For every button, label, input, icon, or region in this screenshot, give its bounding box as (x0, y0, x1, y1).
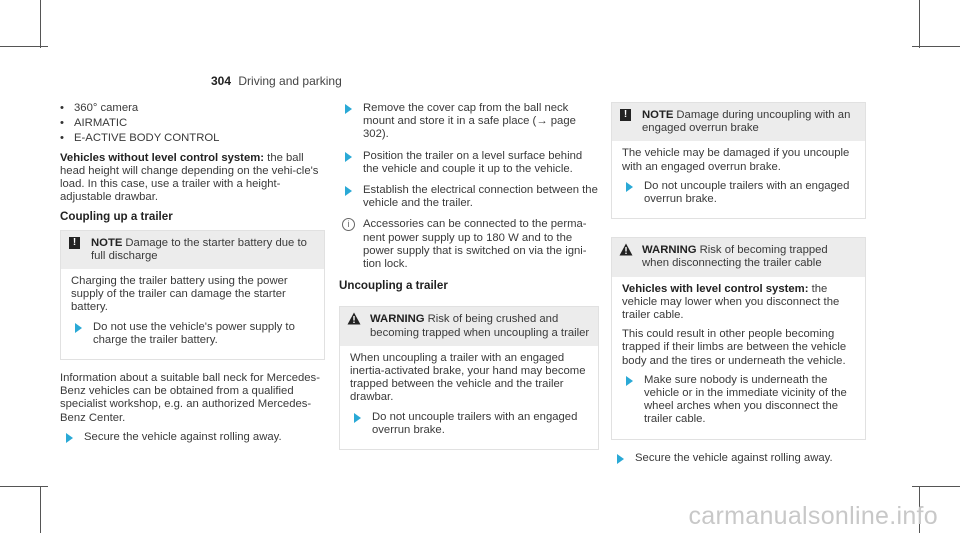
crop-mark (912, 46, 960, 47)
crop-mark (912, 486, 960, 487)
warning-lead-paragraph (622, 283, 857, 323)
instruction-step (348, 411, 590, 437)
note-box (611, 102, 866, 219)
step-text: Do not uncouple trailers with an engaged overrun brake. (644, 179, 850, 206)
level-control-paragraph (60, 152, 325, 205)
arrow-right-icon (345, 186, 352, 196)
warning-title: Risk of becoming trapped when disconnecting the trailer cable (642, 244, 828, 270)
paragraph-text: the vehicle may lower when you disconnect the trailer cable. (622, 282, 840, 322)
warning-title: Risk of being crushed and becoming trapped when uncoupling a trailer (370, 313, 590, 339)
arrow-right-icon (75, 323, 82, 333)
section-title: Driving and parking (238, 74, 342, 88)
paragraph-lead: Vehicles with level control system: (622, 282, 809, 295)
step-text: Make sure nobody is underneath the vehicle or in the immediate vicinity of the wheel arches when you disconnect the trailer cable. (644, 373, 847, 426)
column-3 (611, 102, 866, 473)
info-text: Accessories can be connected to the perma-nent power supply up to 180 W and to the power supply that is switched on via the igni-tion lock. (363, 218, 587, 271)
watermark: carmanualsonline.info (688, 502, 938, 530)
note-box (60, 230, 325, 360)
instruction-step (339, 184, 599, 210)
warning-box (339, 306, 599, 450)
instruction-step (60, 431, 325, 444)
note-title: Damage to the starter battery due to full discharge (91, 236, 307, 262)
warning-triangle-icon (619, 243, 633, 256)
exclamation-icon: ! (69, 237, 80, 249)
info-note (339, 218, 599, 271)
note-body (612, 141, 865, 218)
list-item: • E-ACTIVE BODY CONTROL (60, 132, 325, 145)
note-text: Charging the trailer battery using the power supply of the trailer can damage the starter battery. (71, 275, 288, 314)
warning-header (340, 307, 598, 345)
warning-label: WARNING (642, 244, 697, 257)
crop-mark (919, 0, 920, 48)
note-header (612, 103, 865, 141)
column-2 (339, 102, 599, 462)
step-text: Position the trailer on a level surface behind the vehicle and couple it up to the vehicle. (363, 149, 583, 175)
step-text: Do not use the vehicle's power supply to charge the trailer battery. (93, 320, 295, 346)
arrow-right-icon (626, 376, 633, 386)
instruction-step (339, 150, 599, 176)
instruction-step (620, 180, 857, 206)
step-text: Do not uncouple trailers with an engaged overrun brake. (372, 410, 578, 436)
warning-triangle-icon (347, 312, 361, 325)
crop-mark (40, 0, 41, 48)
instruction-step (69, 321, 316, 347)
page-header (211, 74, 342, 88)
crop-mark (0, 46, 48, 47)
warning-header (612, 238, 865, 276)
step-text: Establish the electrical connection between the vehicle and the trailer. (363, 184, 598, 210)
section-heading: Uncoupling a trailer (339, 279, 448, 293)
warning-body (612, 277, 865, 439)
crop-mark (40, 486, 41, 533)
warning-body (340, 346, 598, 449)
info-paragraph: Information about a suitable ball neck for Mercedes-Benz vehicles can be obtained from a qualified specialist workshop, e.g. an authorized Mercedes-Benz Center. (60, 372, 320, 424)
note-label: NOTE (91, 236, 123, 249)
arrow-right-icon (617, 454, 624, 464)
note-body (61, 269, 324, 359)
note-text: The vehicle may be damaged if you uncouple with an engaged overrun brake. (622, 147, 850, 173)
step-text: Secure the vehicle against rolling away. (635, 451, 833, 464)
arrow-right-icon (354, 413, 361, 423)
warning-box (611, 237, 866, 439)
arrow-right-icon (626, 182, 633, 192)
section-heading: Coupling up a trailer (60, 210, 173, 224)
list-item: • AIRMATIC (60, 117, 325, 130)
note-header (61, 231, 324, 269)
warning-label: WARNING (370, 313, 425, 326)
note-title: Damage during uncoupling with an engaged overrun brake (642, 109, 851, 135)
arrow-right-icon (345, 104, 352, 114)
step-text: Secure the vehicle against rolling away. (84, 430, 282, 443)
column-1 (60, 102, 325, 452)
paragraph-lead: Vehicles without level control system: (60, 151, 265, 164)
instruction-step (620, 374, 857, 427)
instruction-step (339, 102, 599, 142)
warning-text: When uncoupling a trailer with an engaged inertia-activated brake, your hand may become trapped between the vehicle and the trailer drawbar. (350, 351, 586, 404)
paragraph-text: the ball head height will change depending on the vehi-cle's load. In this case, use a trailer with a height-adjustable drawbar. (60, 151, 319, 204)
list-item: • 360° camera (60, 102, 325, 115)
info-icon: i (342, 218, 355, 231)
step-text: Remove the cover cap from the ball neck mount and store it in a safe place (→ page 302). (363, 102, 576, 141)
arrow-right-icon (66, 433, 73, 443)
note-label: NOTE (642, 109, 674, 121)
exclamation-icon: ! (620, 109, 631, 121)
instruction-step (611, 452, 866, 465)
crop-mark (0, 486, 48, 487)
arrow-right-icon (345, 152, 352, 162)
warning-text: This could result in other people becoming trapped if their limbs are between the vehicle body and the tires or underneath the vehicle. (622, 328, 847, 367)
feature-list (60, 102, 325, 146)
page-number: 304 (211, 74, 232, 88)
